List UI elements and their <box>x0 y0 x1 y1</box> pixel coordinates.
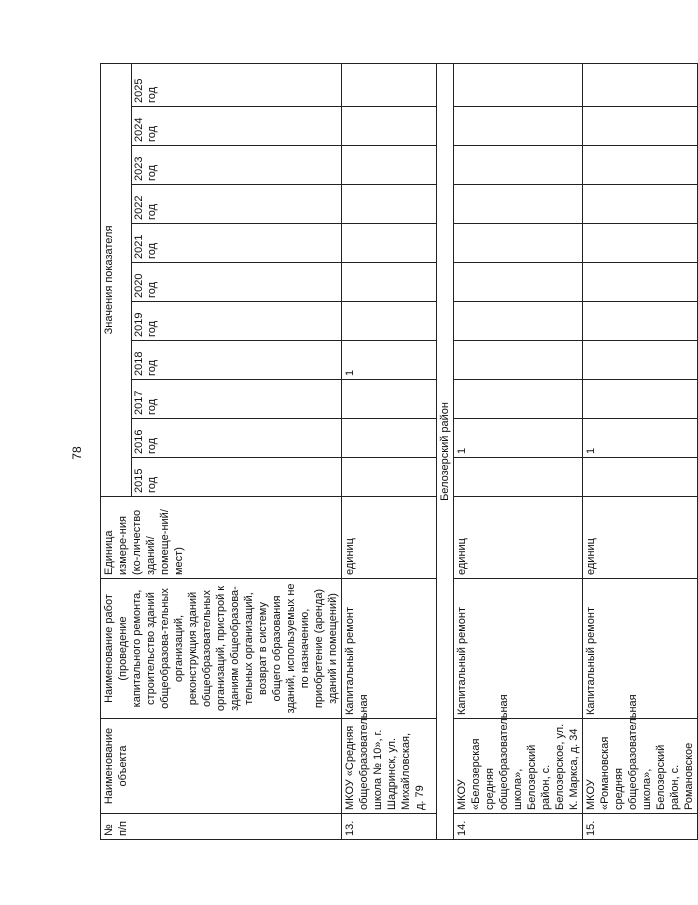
row-value <box>583 63 698 106</box>
row-value <box>454 146 583 185</box>
row-num: 15. <box>583 814 698 840</box>
row-value <box>342 63 437 106</box>
header-year: 2016 год <box>132 419 342 458</box>
row-value <box>342 380 437 419</box>
row-value: 1 <box>342 341 437 380</box>
page-number: 78 <box>70 446 84 460</box>
table-row <box>342 63 437 839</box>
header-year: 2019 год <box>132 302 342 341</box>
header-year: 2022 год <box>132 185 342 224</box>
row-value <box>342 263 437 302</box>
region-row <box>437 63 454 839</box>
table-row <box>583 63 698 839</box>
row-value <box>342 146 437 185</box>
region-label: Белозерский район <box>437 63 454 839</box>
header-year: 2021 год <box>132 224 342 263</box>
row-object: МКОУ «Белозерская средняя общеобразовательная школа», Белозерский район, с. Белозерское, ул. К. Маркса, д. 34 <box>454 719 583 814</box>
header-values: Значения показателя <box>101 63 132 496</box>
row-value <box>583 458 698 497</box>
row-value <box>583 263 698 302</box>
row-unit: единиц <box>342 497 437 579</box>
row-value <box>583 146 698 185</box>
row-value <box>454 224 583 263</box>
row-value <box>454 107 583 146</box>
rotated-table-page <box>100 63 695 840</box>
row-value: 1 <box>583 419 698 458</box>
row-object: МКОУ «Средняя общеобразовательная школа № 10», г. Шадринск, ул. Михайловская, д. 79 <box>342 719 437 814</box>
row-value <box>454 458 583 497</box>
header-year: 2023 год <box>132 146 342 185</box>
row-value <box>342 419 437 458</box>
header-year: 2024 год <box>132 107 342 146</box>
row-work: Капитальный ремонт <box>342 579 437 719</box>
row-value <box>454 263 583 302</box>
row-unit: единиц <box>583 497 698 579</box>
row-num: 14. <box>454 814 583 840</box>
header-num: № п/п <box>101 814 342 840</box>
row-object: МКОУ «Романовская средняя общеобразовательная школа», Белозерский район, с. Романовское <box>583 719 698 814</box>
row-value <box>454 341 583 380</box>
header-year: 2015 год <box>132 458 342 497</box>
row-value <box>454 185 583 224</box>
row-value <box>342 458 437 497</box>
row-work: Капитальный ремонт <box>583 579 698 719</box>
row-value <box>583 380 698 419</box>
header-work: Наименование работ (проведение капитального ремонта, строительство зданий общеобразова-тельных организаций, реконструкция зданий общеобразовательных организаций, пристрой к зданиям общеобразова-тельных организаций, возврат в систему общего образования зданий, используемых не по назначению, приобретение (аренда) зданий и помещений) <box>101 579 342 719</box>
header-year: 2018 год <box>132 341 342 380</box>
row-value <box>583 302 698 341</box>
table-row <box>454 63 583 839</box>
row-work: Капитальный ремонт <box>454 579 583 719</box>
row-value <box>342 302 437 341</box>
row-value <box>342 107 437 146</box>
header-row-1 <box>101 63 132 839</box>
row-value <box>583 341 698 380</box>
header-year: 2025 год <box>132 63 342 106</box>
row-unit: единиц <box>454 497 583 579</box>
row-value <box>583 185 698 224</box>
row-value <box>454 380 583 419</box>
row-value <box>342 185 437 224</box>
row-value <box>342 224 437 263</box>
header-unit: Единица измере-ния (ко-личество зданий/ помеще-ний/мест) <box>101 497 342 579</box>
row-value <box>454 63 583 106</box>
row-value <box>583 224 698 263</box>
row-num: 13. <box>342 814 437 840</box>
indicator-table <box>100 63 698 840</box>
header-object: Наименование объекта <box>101 719 342 814</box>
row-value <box>454 302 583 341</box>
header-year: 2017 год <box>132 380 342 419</box>
row-value: 1 <box>454 419 583 458</box>
header-year: 2020 год <box>132 263 342 302</box>
row-value <box>583 107 698 146</box>
